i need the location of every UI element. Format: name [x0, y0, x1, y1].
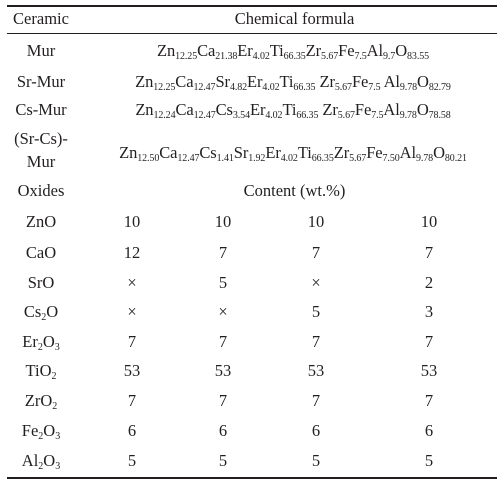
content-value-sro-col4: 2	[424, 273, 434, 292]
content-value-er2o3-col1: 7	[127, 332, 137, 351]
content-value-sro-col1: ×	[127, 273, 137, 292]
content-value-zno-col4: 10	[420, 212, 438, 231]
oxide-name-fe2o3: $Fe_2O_3$	[21, 421, 61, 442]
content-value-zno-col2: 10	[214, 212, 232, 231]
content-value-zro2-col1: 7	[127, 391, 137, 410]
content-value-fe2o3-col3: 6	[311, 421, 321, 440]
subscript: 78.58	[428, 110, 451, 121]
subscript: 5.67	[334, 82, 352, 93]
content-value-fe2o3-col1: 6	[127, 421, 137, 440]
content-value-al2o3-col2: 5	[218, 451, 228, 470]
subscript: 4.02	[280, 153, 298, 164]
subscript: 7.50	[382, 153, 400, 164]
subscript: 12.25	[175, 51, 198, 62]
subscript: 4.02	[262, 82, 280, 93]
subscript: 21.38	[215, 51, 238, 62]
formula-mur: $Zn_{12.25}Ca_{21.38}Er_{4.02}Ti_{66.35}Zr_{5.67}Fe_{7.5}Al_{9.7}O_{83.55}$	[156, 41, 430, 62]
content-value-zno-col3: 10	[307, 212, 325, 231]
oxide-name-al2o3: $Al_2O_3$	[21, 451, 61, 472]
oxide-name-tio2: TiO$_2$	[25, 361, 57, 382]
subscript: 2	[38, 431, 44, 442]
subscript: 12.24	[153, 110, 176, 121]
content-value-zro2-col3: 7	[311, 391, 321, 410]
subscript: 2	[51, 371, 57, 382]
subscript: 7.5	[354, 51, 367, 62]
content-value-cao-col4: 7	[424, 243, 434, 262]
subscript: 12.47	[177, 153, 200, 164]
content-value-cs2o-col3: 5	[311, 302, 321, 321]
content-value-sro-col2: 5	[218, 273, 228, 292]
header-rule	[7, 33, 497, 34]
content-value-fe2o3-col4: 6	[424, 421, 434, 440]
top-rule	[7, 5, 497, 7]
subscript: 2	[37, 342, 43, 353]
formula-sr-cs-mur: $Zn_{12.50}Ca_{12.47}Cs_{1.41}Sr_{1.92}Er_{4.02}Ti_{66.35}Zr_{5.67}Fe_{7.50}Al_{9.78}O_{80.21}$	[119, 143, 467, 164]
subscript: 66.35	[311, 153, 334, 164]
ceramic-name-sr-cs-mur-line1: (Sr-Cs)-	[14, 129, 68, 148]
subscript: 7.5	[371, 110, 384, 121]
subscript: 1.92	[248, 153, 266, 164]
content-value-cao-col1: 12	[123, 243, 141, 262]
subscript: 83.55	[407, 51, 430, 62]
content-value-tio2-col1: 53	[123, 361, 141, 380]
subscript: 5.67	[349, 153, 367, 164]
subscript: 12.50	[137, 153, 160, 164]
subscript: 2	[52, 401, 58, 412]
content-value-zro2-col2: 7	[218, 391, 228, 410]
content-value-er2o3-col4: 7	[424, 332, 434, 351]
formula-cs-mur: $Zn_{12.24}Ca_{12.47}Cs_{3.54}Er_{4.02}Ti_{66.35}$ $Zr_{5.67}Fe_{7.5}Al_{9.78}O_{78.58}$	[135, 100, 451, 121]
oxide-name-cs2o: $Cs_2O$	[23, 302, 59, 323]
ceramic-name-sr-mur: Sr-Mur	[16, 72, 66, 91]
content-value-cs2o-col1: ×	[127, 302, 137, 321]
subscript: 3	[55, 461, 61, 472]
subscript: 4.82	[229, 82, 248, 93]
content-value-al2o3-col1: 5	[127, 451, 137, 470]
subscript: 3.54	[232, 110, 250, 121]
subscript: 2	[41, 312, 47, 323]
subscript: 2	[38, 461, 44, 472]
content-value-fe2o3-col2: 6	[218, 421, 228, 440]
subscript: 5.67	[321, 51, 339, 62]
header-chemical-formula: Chemical formula	[234, 9, 355, 28]
header-content: Content (wt.%)	[243, 181, 346, 200]
oxide-name-sro: SrO	[27, 273, 55, 292]
subscript: 9.78	[399, 110, 417, 121]
ceramic-name-cs-mur: Cs-Mur	[15, 100, 67, 119]
content-value-cao-col3: 7	[311, 243, 321, 262]
header-oxides: Oxides	[17, 181, 65, 200]
subscript: 66.35	[283, 51, 306, 62]
subscript: 7.5	[368, 82, 381, 93]
subscript: 12.47	[193, 82, 216, 93]
bottom-rule	[7, 477, 497, 479]
subscript: 12.47	[193, 110, 216, 121]
content-value-zro2-col4: 7	[424, 391, 434, 410]
subscript: 4.02	[265, 110, 283, 121]
content-value-tio2-col4: 53	[420, 361, 438, 380]
content-value-cao-col2: 7	[218, 243, 228, 262]
subscript: 66.35	[296, 110, 319, 121]
oxide-name-zro2: ZrO$_2$	[24, 391, 58, 412]
subscript: 3	[55, 431, 61, 442]
content-value-zno-col1: 10	[123, 212, 141, 231]
subscript: 4.02	[252, 51, 270, 62]
subscript: 9.7	[382, 51, 396, 62]
content-value-tio2-col3: 53	[307, 361, 325, 380]
subscript: 12.25	[153, 82, 176, 93]
oxide-name-cao: CaO	[25, 243, 57, 262]
subscript: 80.21	[444, 153, 467, 164]
ceramic-name-sr-cs-mur-line2: Mur	[26, 152, 56, 171]
oxide-name-zno: ZnO	[25, 212, 57, 231]
subscript: 9.78	[415, 153, 434, 164]
content-value-cs2o-col2: ×	[218, 302, 228, 321]
content-value-sro-col3: ×	[311, 273, 321, 292]
content-value-cs2o-col4: 3	[424, 302, 434, 321]
ceramic-name-mur: Mur	[26, 41, 56, 60]
content-value-al2o3-col4: 5	[424, 451, 434, 470]
subscript: 9.78	[399, 82, 417, 93]
subscript: 1.41	[216, 153, 234, 164]
content-value-al2o3-col3: 5	[311, 451, 321, 470]
subscript: 66.35	[293, 82, 316, 93]
subscript: 5.67	[337, 110, 355, 121]
formula-sr-mur: $Zn_{12.25}Ca_{12.47}Sr_{4.82}Er_{4.02}Ti_{66.35}$ $Zr_{5.67}Fe_{7.5}$ $Al_{9.78}O_{82.79}$	[135, 72, 451, 93]
content-value-er2o3-col3: 7	[311, 332, 321, 351]
content-value-tio2-col2: 53	[214, 361, 232, 380]
subscript: 82.79	[428, 82, 451, 93]
content-value-er2o3-col2: 7	[218, 332, 228, 351]
header-ceramic: Ceramic	[13, 9, 69, 28]
subscript: 3	[54, 342, 60, 353]
oxide-name-er2o3: $Er_2O_3$	[22, 332, 60, 353]
